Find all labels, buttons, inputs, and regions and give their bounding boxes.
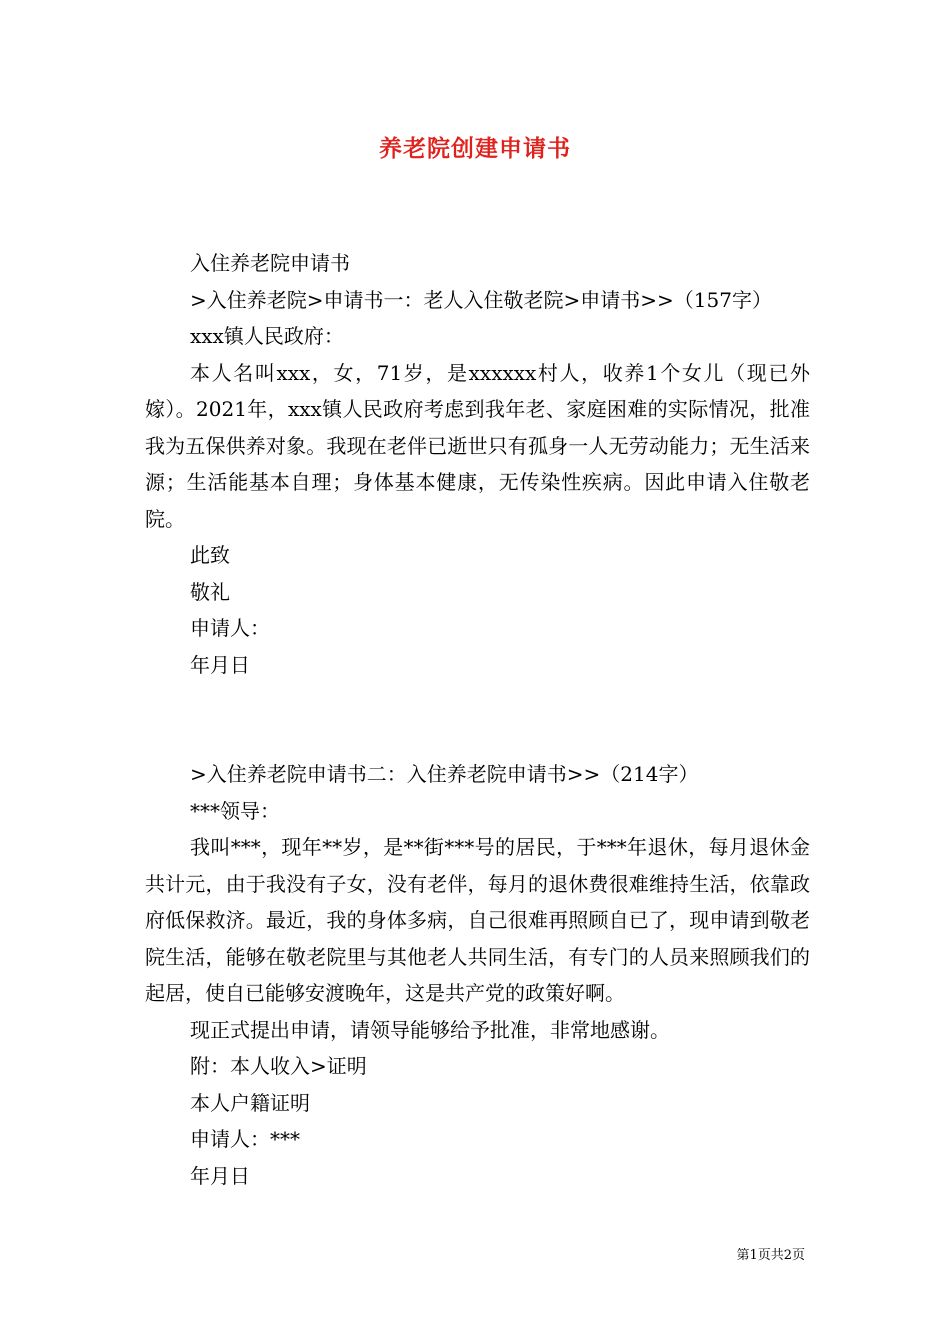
section2-salutation: ***领导：	[190, 798, 280, 823]
section1-closing-1: 此致	[190, 543, 230, 567]
section1-applicant: 申请人：	[190, 616, 270, 640]
section2-body: 我叫***，现年**岁，是**街***号的居民，于***年退休，每月退休金共计元，由于我没有子女，没有老伴，每月的退休费很难维持生活，依靠政府低保救济。最近，我的身体多病，自己很难再照顾自已了，现申请到敬老院生活，能够在敬老院里与其他老人共同生活，有专门的人员来照顾我们的起居，使自已能够安渡晚年，这是共产党的政策好啊。	[145, 835, 810, 1005]
section1-body: 本人名叫xxx，女，71岁，是xxxxxx村人，收养1个女儿（现已外嫁）。2021年，xxx镇人民政府考虑到我年老、家庭困难的实际情况，批准我为五保供养对象。我现在老伴已逝世只有孤身一人无劳动能力；无生活来源；生活能基本自理；身体基本健康，无传染性疾病。因此申请入住敬老院。	[145, 360, 810, 531]
page-number-footer: 第1页共2页	[736, 1248, 805, 1263]
document-title: 养老院创建申请书	[379, 135, 571, 162]
section1-date: 年月日	[190, 652, 250, 677]
section1-closing-2: 敬礼	[190, 579, 230, 604]
section-spacer	[145, 683, 810, 756]
section2-attachment-1: 附：本人收入>证明	[190, 1054, 367, 1078]
section2-date: 年月日	[190, 1163, 250, 1188]
document-body	[145, 245, 810, 1194]
section2-subheading: >入住养老院申请书二：入住养老院申请书>>（214字）	[190, 762, 699, 786]
section2-applicant: 申请人：***	[190, 1127, 300, 1151]
section2-attachment-2: 本人户籍证明	[190, 1090, 310, 1115]
section2-request: 现正式提出申请，请领导能够给予批准，非常地感谢。	[190, 1017, 670, 1042]
section1-heading: 入住养老院申请书	[190, 251, 350, 275]
section1-subheading: >入住养老院>申请书一：老人入住敬老院>申请书>>（157字）	[190, 287, 772, 312]
section1-salutation: xxx镇人民政府：	[190, 324, 344, 348]
